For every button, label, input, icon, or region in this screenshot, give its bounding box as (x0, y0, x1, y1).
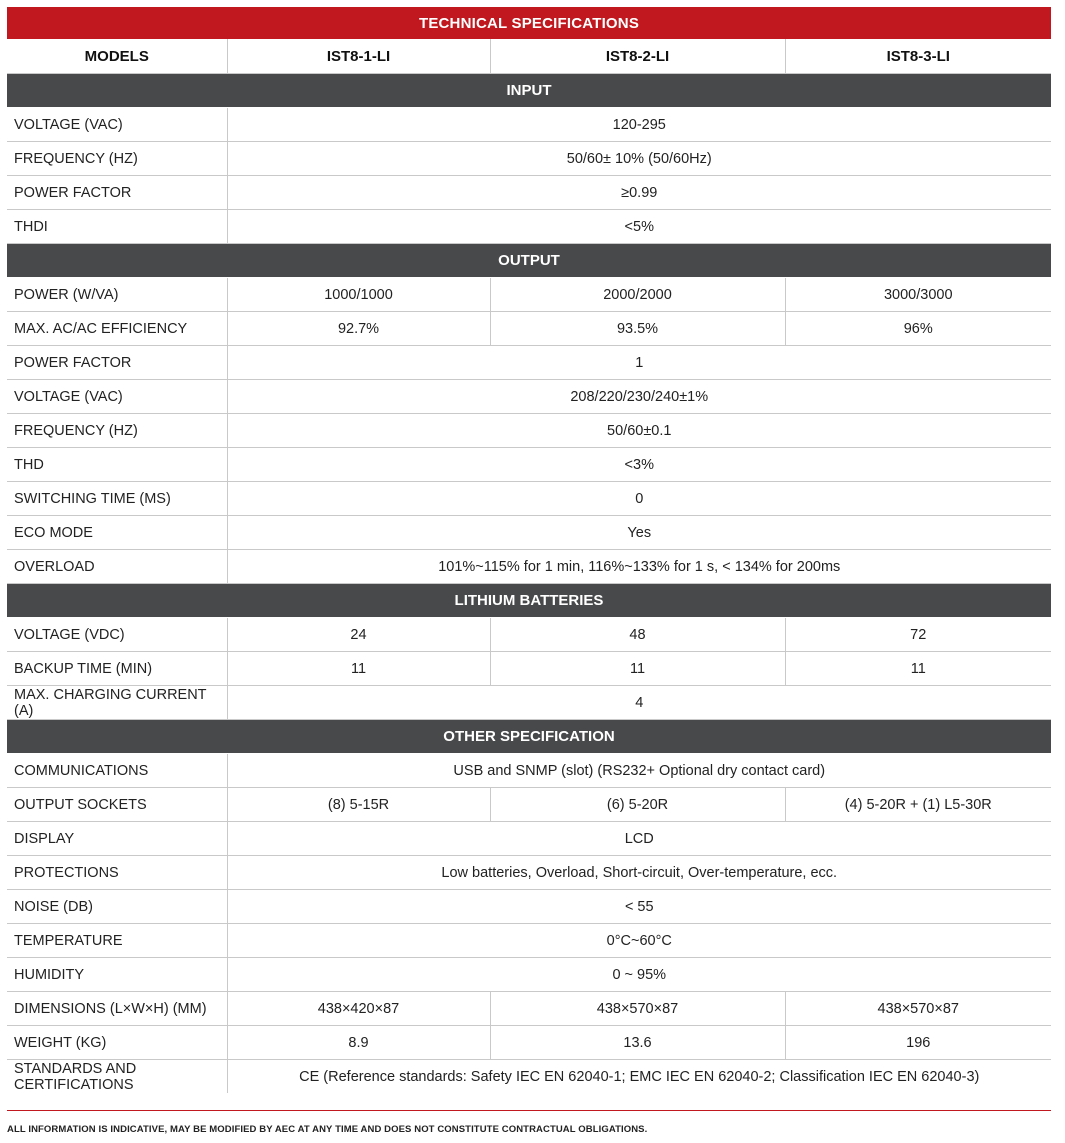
spec-row (7, 550, 1051, 584)
spec-table-body (7, 39, 1051, 1093)
spec-row (7, 482, 1051, 516)
spec-value: 72 (785, 618, 1051, 652)
spec-row (7, 312, 1051, 346)
spec-label: FREQUENCY (HZ) (7, 414, 227, 448)
spec-value: 8.9 (227, 1026, 490, 1060)
spec-label: THDI (7, 210, 227, 244)
spec-value: CE (Reference standards: Safety IEC EN 62040-1; EMC IEC EN 62040-2; Classification IEC EN 62040-3) (227, 1060, 1051, 1094)
section-title: INPUT (7, 74, 1051, 108)
spec-value: 0 (227, 482, 1051, 516)
section-title: OTHER SPECIFICATION (7, 720, 1051, 754)
spec-label: TEMPERATURE (7, 924, 227, 958)
spec-row (7, 1060, 1051, 1094)
model-name: IST8-3-LI (785, 39, 1051, 74)
spec-row (7, 788, 1051, 822)
spec-value: 4 (227, 686, 1051, 720)
spec-value: 208/220/230/240±1% (227, 380, 1051, 414)
spec-value: <5% (227, 210, 1051, 244)
spec-row (7, 380, 1051, 414)
spec-label: DIMENSIONS (L×W×H) (MM) (7, 992, 227, 1026)
spec-row (7, 346, 1051, 380)
spec-row (7, 618, 1051, 652)
spec-label: OUTPUT SOCKETS (7, 788, 227, 822)
spec-row (7, 414, 1051, 448)
spec-value: 92.7% (227, 312, 490, 346)
spec-value: USB and SNMP (slot) (RS232+ Optional dry contact card) (227, 754, 1051, 788)
spec-label: POWER FACTOR (7, 346, 227, 380)
spec-label: SWITCHING TIME (MS) (7, 482, 227, 516)
spec-value: 50/60±0.1 (227, 414, 1051, 448)
spec-row (7, 652, 1051, 686)
spec-label: BACKUP TIME (MIN) (7, 652, 227, 686)
spec-label: WEIGHT (KG) (7, 1026, 227, 1060)
spec-sheet (7, 7, 1051, 1093)
spec-label: FREQUENCY (HZ) (7, 142, 227, 176)
spec-label: MAX. CHARGING CURRENT (A) (7, 686, 227, 720)
spec-row (7, 448, 1051, 482)
spec-value: 196 (785, 1026, 1051, 1060)
spec-value: 2000/2000 (490, 278, 785, 312)
spec-label: THD (7, 448, 227, 482)
spec-row (7, 278, 1051, 312)
model-name: IST8-1-LI (227, 39, 490, 74)
spec-value: 0°C~60°C (227, 924, 1051, 958)
spec-value: ≥0.99 (227, 176, 1051, 210)
spec-row (7, 686, 1051, 720)
spec-value: <3% (227, 448, 1051, 482)
spec-value: < 55 (227, 890, 1051, 924)
spec-value: 438×570×87 (490, 992, 785, 1026)
spec-row (7, 754, 1051, 788)
spec-value: 11 (227, 652, 490, 686)
spec-label: POWER FACTOR (7, 176, 227, 210)
spec-value: 0 ~ 95% (227, 958, 1051, 992)
footer-disclaimer: ALL INFORMATION IS INDICATIVE, MAY BE MODIFIED BY AEC AT ANY TIME AND DOES NOT CONSTITUTE CONTRACTUAL OBLIGATIONS. (7, 1124, 648, 1135)
spec-table (7, 39, 1051, 1093)
models-header-row (7, 39, 1051, 74)
spec-label: MAX. AC/AC EFFICIENCY (7, 312, 227, 346)
spec-label: NOISE (DB) (7, 890, 227, 924)
spec-value: 50/60± 10% (50/60Hz) (227, 142, 1051, 176)
section-header-row (7, 584, 1051, 618)
model-name: IST8-2-LI (490, 39, 785, 74)
spec-value: 96% (785, 312, 1051, 346)
spec-value: 101%~115% for 1 min, 116%~133% for 1 s, < 134% for 200ms (227, 550, 1051, 584)
spec-value: 24 (227, 618, 490, 652)
spec-value: 438×570×87 (785, 992, 1051, 1026)
spec-label: ECO MODE (7, 516, 227, 550)
spec-row (7, 142, 1051, 176)
spec-value: 3000/3000 (785, 278, 1051, 312)
spec-label: VOLTAGE (VAC) (7, 380, 227, 414)
spec-value: Low batteries, Overload, Short-circuit, Over-temperature, ecc. (227, 856, 1051, 890)
table-title: TECHNICAL SPECIFICATIONS (7, 7, 1051, 39)
spec-label: COMMUNICATIONS (7, 754, 227, 788)
spec-label: POWER (W/VA) (7, 278, 227, 312)
footer-divider (7, 1110, 1051, 1111)
spec-value: (6) 5-20R (490, 788, 785, 822)
spec-value: 1000/1000 (227, 278, 490, 312)
section-header-row (7, 74, 1051, 108)
spec-row (7, 992, 1051, 1026)
spec-value: 1 (227, 346, 1051, 380)
spec-label: HUMIDITY (7, 958, 227, 992)
spec-value: 11 (785, 652, 1051, 686)
spec-row (7, 108, 1051, 142)
spec-label: PROTECTIONS (7, 856, 227, 890)
spec-row (7, 516, 1051, 550)
spec-value: 438×420×87 (227, 992, 490, 1026)
spec-value: 48 (490, 618, 785, 652)
spec-row (7, 924, 1051, 958)
spec-label: OVERLOAD (7, 550, 227, 584)
spec-row (7, 958, 1051, 992)
spec-value: LCD (227, 822, 1051, 856)
section-title: OUTPUT (7, 244, 1051, 278)
spec-value: 120-295 (227, 108, 1051, 142)
section-title: LITHIUM BATTERIES (7, 584, 1051, 618)
spec-value: 13.6 (490, 1026, 785, 1060)
spec-row (7, 856, 1051, 890)
section-header-row (7, 244, 1051, 278)
spec-label: DISPLAY (7, 822, 227, 856)
spec-value: 11 (490, 652, 785, 686)
section-header-row (7, 720, 1051, 754)
spec-row (7, 210, 1051, 244)
spec-value: 93.5% (490, 312, 785, 346)
spec-row (7, 176, 1051, 210)
spec-row (7, 822, 1051, 856)
spec-value: (8) 5-15R (227, 788, 490, 822)
spec-row (7, 1026, 1051, 1060)
spec-row (7, 890, 1051, 924)
spec-value: Yes (227, 516, 1051, 550)
spec-value: (4) 5-20R + (1) L5-30R (785, 788, 1051, 822)
models-label: MODELS (7, 39, 227, 74)
spec-label: VOLTAGE (VAC) (7, 108, 227, 142)
spec-label: STANDARDS AND CERTIFICATIONS (14, 1060, 137, 1093)
spec-label: VOLTAGE (VDC) (7, 618, 227, 652)
